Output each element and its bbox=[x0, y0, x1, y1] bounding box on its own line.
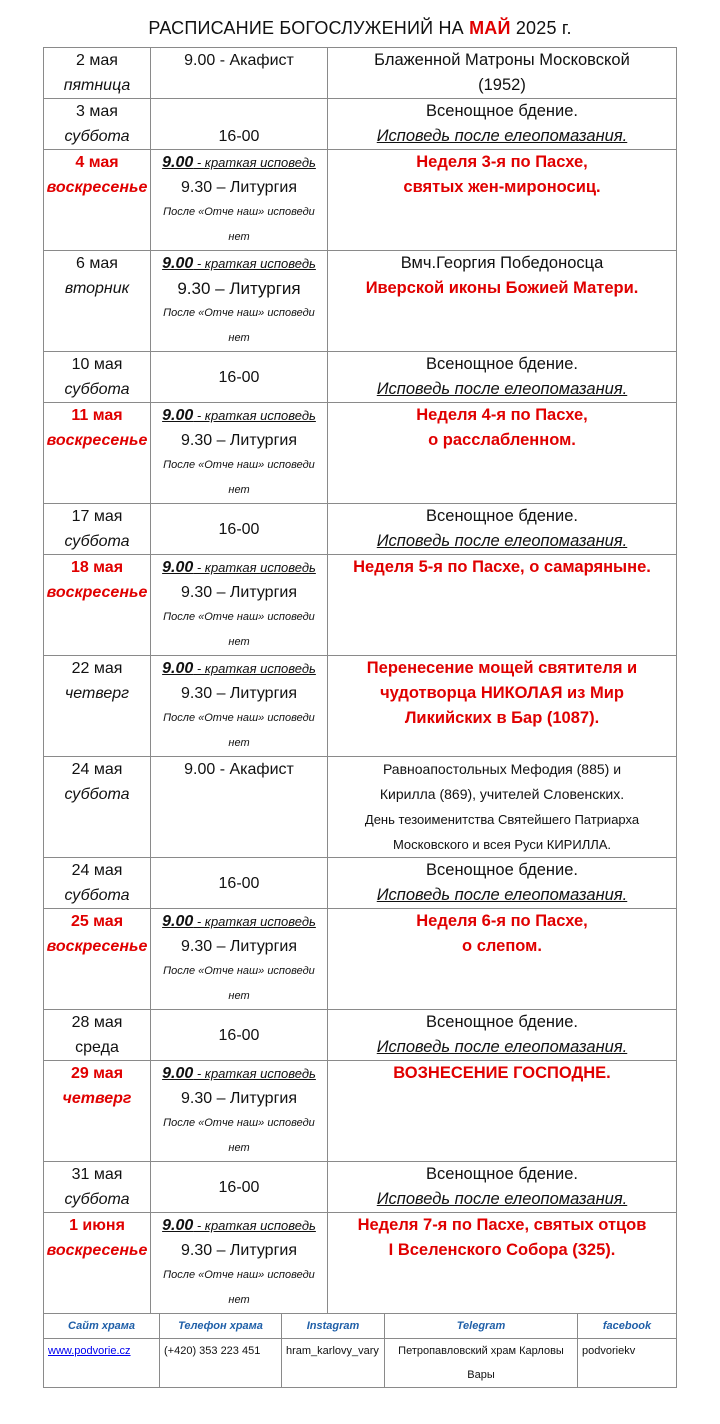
date-cell: 24 мая суббота bbox=[44, 757, 151, 858]
table-row bbox=[44, 1162, 677, 1213]
table-row bbox=[44, 555, 677, 656]
date-cell: 25 мая воскресенье bbox=[44, 909, 151, 1010]
time-cell: 16-00 bbox=[151, 352, 328, 403]
event-cell: Неделя 3-я по Пасхе, святых жен-мироносиц. bbox=[328, 150, 677, 251]
event-cell: Перенесение мощей святителя и чудотворца НИКОЛАЯ из Мир Ликийских в Бар (1087). bbox=[328, 656, 677, 757]
event-cell: Блаженной Матроны Московской (1952) bbox=[328, 48, 677, 99]
time-cell: 9.00 - краткая исповедь 9.30 – Литургия После «Отче наш» исповеди нет bbox=[151, 1213, 328, 1314]
time-cell: 16-00 bbox=[151, 1010, 328, 1061]
schedule-table bbox=[43, 47, 677, 1314]
event-cell: Всенощное бдение. Исповедь после елеопомазания. bbox=[328, 1010, 677, 1061]
table-row bbox=[44, 352, 677, 403]
event-cell: Всенощное бдение. Исповедь после елеопомазания. bbox=[328, 504, 677, 555]
time-cell: 16-00 bbox=[151, 504, 328, 555]
table-row bbox=[44, 48, 677, 99]
footer-header-facebook: facebook bbox=[578, 1314, 677, 1339]
time-cell: 9.00 - краткая исповедь 9.30 – Литургия После «Отче наш» исповеди нет bbox=[151, 909, 328, 1010]
footer-header-row bbox=[44, 1314, 677, 1339]
event-cell: ВОЗНЕСЕНИЕ ГОСПОДНЕ. bbox=[328, 1061, 677, 1162]
event-cell: Всенощное бдение. Исповедь после елеопомазания. bbox=[328, 99, 677, 150]
footer-header-site: Сайт храма bbox=[44, 1314, 160, 1339]
date-cell: 17 мая суббота bbox=[44, 504, 151, 555]
date-cell: 4 мая воскресенье bbox=[44, 150, 151, 251]
event-cell: Всенощное бдение. Исповедь после елеопомазания. bbox=[328, 1162, 677, 1213]
time-cell: 9.00 - краткая исповедь 9.30 – Литургия После «Отче наш» исповеди нет bbox=[151, 150, 328, 251]
date-cell: 2 мая пятница bbox=[44, 48, 151, 99]
table-row bbox=[44, 1061, 677, 1162]
time-cell: 9.00 - краткая исповедь 9.30 – Литургия После «Отче наш» исповеди нет bbox=[151, 251, 328, 352]
event-cell: Вмч.Георгия Победоносца Иверской иконы Божией Матери. bbox=[328, 251, 677, 352]
table-row bbox=[44, 504, 677, 555]
table-row bbox=[44, 99, 677, 150]
date-cell: 29 мая четверг bbox=[44, 1061, 151, 1162]
footer-header-instagram: Instagram bbox=[282, 1314, 385, 1339]
date-cell: 28 мая среда bbox=[44, 1010, 151, 1061]
event-cell: Всенощное бдение. Исповедь после елеопомазания. bbox=[328, 352, 677, 403]
table-row bbox=[44, 909, 677, 1010]
event-cell: Неделя 4-я по Пасхе, о расслабленном. bbox=[328, 403, 677, 504]
table-row bbox=[44, 1010, 677, 1061]
time-cell: 9.00 - краткая исповедь 9.30 – Литургия После «Отче наш» исповеди нет bbox=[151, 1061, 328, 1162]
event-cell: Всенощное бдение. Исповедь после елеопомазания. bbox=[328, 858, 677, 909]
page-title: РАСПИСАНИЕ БОГОСЛУЖЕНИЙ НА МАЙ 2025 г. bbox=[148, 18, 572, 38]
time-cell: 16-00 bbox=[151, 1162, 328, 1213]
time-cell: 16-00 bbox=[151, 858, 328, 909]
table-row bbox=[44, 150, 677, 251]
table-row bbox=[44, 858, 677, 909]
date-cell: 24 мая суббота bbox=[44, 858, 151, 909]
month-name: МАЙ bbox=[469, 18, 511, 38]
date-cell: 3 мая суббота bbox=[44, 99, 151, 150]
time-cell: 9.00 - краткая исповедь 9.30 – Литургия После «Отче наш» исповеди нет bbox=[151, 656, 328, 757]
date-cell: 18 мая воскресенье bbox=[44, 555, 151, 656]
time-cell: 9.00 - краткая исповедь 9.30 – Литургия После «Отче наш» исповеди нет bbox=[151, 555, 328, 656]
footer-header-phone: Телефон храма bbox=[160, 1314, 282, 1339]
phone-value: (+420) 353 223 451 bbox=[160, 1339, 282, 1388]
date-cell: 1 июня воскресенье bbox=[44, 1213, 151, 1314]
event-cell: Неделя 6-я по Пасхе, о слепом. bbox=[328, 909, 677, 1010]
footer-values-row bbox=[44, 1339, 677, 1388]
facebook-value: podvoriekv bbox=[578, 1339, 677, 1388]
event-cell: Равноапостольных Мефодия (885) и Кирилла (869), учителей Словенских. День тезоименитства Святейшего Патриарха Московского и всея Руси КИРИЛЛА. bbox=[328, 757, 677, 858]
event-cell: Неделя 5-я по Пасхе, о самаряныне. bbox=[328, 555, 677, 656]
time-cell: 9.00 - краткая исповедь 9.30 – Литургия После «Отче наш» исповеди нет bbox=[151, 403, 328, 504]
date-cell: 11 мая воскресенье bbox=[44, 403, 151, 504]
site-link[interactable]: www.podvorie.cz bbox=[48, 1345, 131, 1357]
table-row bbox=[44, 251, 677, 352]
time-cell: 9.00 - Акафист bbox=[151, 48, 328, 99]
telegram-value-line2: Вары bbox=[467, 1369, 495, 1381]
date-cell: 22 мая четверг bbox=[44, 656, 151, 757]
table-row bbox=[44, 403, 677, 504]
time-cell: 16-00 bbox=[151, 99, 328, 150]
site-cell bbox=[44, 1339, 160, 1388]
date-cell: 10 мая суббота bbox=[44, 352, 151, 403]
date-cell: 31 мая суббота bbox=[44, 1162, 151, 1213]
table-row bbox=[44, 656, 677, 757]
time-cell: 9.00 - Акафист bbox=[151, 757, 328, 858]
date-cell: 6 мая вторник bbox=[44, 251, 151, 352]
event-cell: Неделя 7-я по Пасхе, святых отцов I Вселенского Собора (325). bbox=[328, 1213, 677, 1314]
instagram-value: hram_karlovy_vary bbox=[282, 1339, 385, 1388]
table-row bbox=[44, 757, 677, 858]
contacts-footer bbox=[43, 1313, 677, 1388]
telegram-value-line1: Петропавловский храм Карловы bbox=[398, 1345, 564, 1357]
footer-header-telegram: Telegram bbox=[385, 1314, 578, 1339]
table-row bbox=[44, 1213, 677, 1314]
telegram-cell bbox=[385, 1339, 578, 1388]
